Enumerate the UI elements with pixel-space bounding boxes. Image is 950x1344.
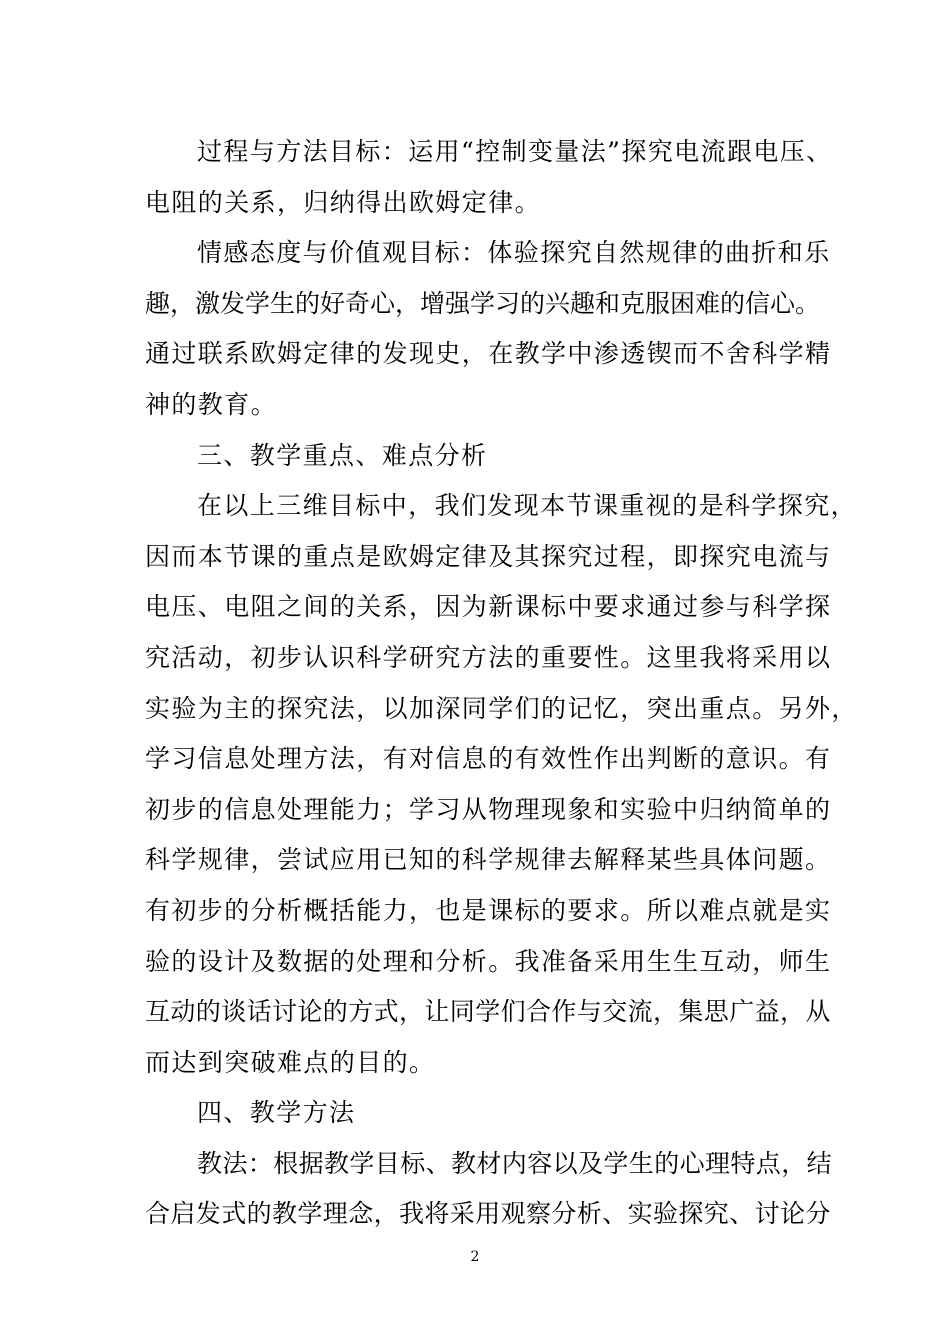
text-line: 究活动，初步认识科学研究方法的重要性。这里我将采用以 (145, 642, 832, 672)
text-line: 过程与方法目标：运用“控制变量法”探究电流跟电压、 (197, 137, 833, 166)
text-line: 情感态度与价值观目标：体验探究自然规律的曲折和乐 (197, 238, 831, 268)
text-line: 通过联系欧姆定律的发现史，在教学中渗透锲而不舍科学精 (145, 339, 832, 369)
section-heading: 三、教学重点、难点分析 (197, 440, 488, 470)
text-line: 合启发式的教学理念，我将采用观察分析、实验探究、讨论分 (145, 1199, 831, 1229)
text-line: 教法：根据教学目标、教材内容以及学生的心理特点，结 (197, 1148, 833, 1178)
page-number: 2 (470, 1249, 480, 1265)
text-line: 电阻的关系，归纳得出欧姆定律。 (145, 187, 542, 217)
text-line: 有初步的分析概括能力，也是课标的要求。所以难点就是实 (145, 895, 832, 925)
text-line: 神的教育。 (145, 389, 278, 419)
text-line: 而达到突破难点的目的。 (145, 1047, 436, 1077)
text-line: 实验为主的探究法，以加深同学们的记忆，突出重点。另外， (145, 693, 858, 723)
text-line: 学习信息处理方法，有对信息的有效性作出判断的意识。有 (145, 744, 832, 774)
text-line: 互动的谈话讨论的方式，让同学们合作与交流，集思广益，从 (145, 997, 831, 1027)
text-line: 趣，激发学生的好奇心，增强学习的兴趣和克服困难的信心。 (145, 288, 821, 318)
text-line: 验的设计及数据的处理和分析。我准备采用生生互动，师生 (145, 946, 832, 976)
body-text (145, 127, 858, 1240)
section-heading: 四、教学方法 (197, 1098, 356, 1128)
text-line: 科学规律，尝试应用已知的科学规律去解释某些具体问题。 (145, 845, 832, 875)
text-line: 初步的信息处理能力；学习从物理现象和实验中归纳简单的 (145, 794, 832, 824)
text-line: 在以上三维目标中，我们发现本节课重视的是科学探究， (197, 491, 858, 521)
text-line: 电压、电阻之间的关系，因为新课标中要求通过参与科学探 (145, 592, 832, 622)
text-line: 因而本节课的重点是欧姆定律及其探究过程，即探究电流与 (145, 541, 832, 571)
